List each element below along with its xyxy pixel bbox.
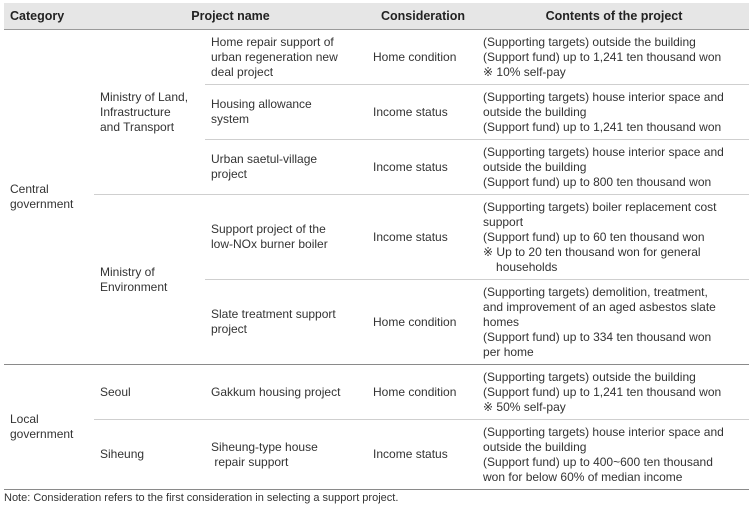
contents-cell: (Supporting targets) boiler replacement cost support (Support fund) up to 60 ten thousand won ※ Up to 20 ten thousand won for general households bbox=[479, 195, 749, 280]
table-header-row bbox=[4, 3, 749, 30]
consideration-cell: Income status bbox=[367, 195, 479, 280]
header-contents: Contents of the project bbox=[479, 3, 749, 30]
contents-cell: (Supporting targets) house interior space and outside the building (Support fund) up to 800 ten thousand won bbox=[479, 140, 749, 195]
consideration-cell: Income status bbox=[367, 140, 479, 195]
consideration-cell: Home condition bbox=[367, 30, 479, 85]
contents-cell: (Supporting targets) house interior space and outside the building (Support fund) up to 1,241 ten thousand won bbox=[479, 85, 749, 140]
contents-cell: (Supporting targets) demolition, treatment, and improvement of an aged asbestos slate homes (Support fund) up to 334 ten thousand won per home bbox=[479, 280, 749, 365]
support-projects-table bbox=[4, 3, 749, 490]
project-name-cell: Home repair support of urban regeneration new deal project bbox=[205, 30, 367, 85]
category-cell: Central government bbox=[4, 30, 94, 365]
contents-cell: (Supporting targets) house interior space and outside the building (Support fund) up to 400~600 ten thousand won for below 60% of median income bbox=[479, 420, 749, 490]
header-project-name: Project name bbox=[94, 3, 367, 30]
table-row bbox=[4, 420, 749, 490]
table-row bbox=[4, 195, 749, 280]
subgroup-cell: Ministry of Land, Infrastructure and Transport bbox=[94, 30, 205, 195]
project-name-cell: Gakkum housing project bbox=[205, 365, 367, 420]
subgroup-cell: Ministry of Environment bbox=[94, 195, 205, 365]
subgroup-cell: Siheung bbox=[94, 420, 205, 490]
category-cell: Local government bbox=[4, 365, 94, 490]
project-name-cell: Siheung-type house repair support bbox=[205, 420, 367, 490]
project-name-cell: Slate treatment support project bbox=[205, 280, 367, 365]
table-row bbox=[4, 30, 749, 85]
project-name-cell: Support project of the low-NOx burner boiler bbox=[205, 195, 367, 280]
subgroup-cell: Seoul bbox=[94, 365, 205, 420]
project-name-cell: Housing allowance system bbox=[205, 85, 367, 140]
consideration-cell: Home condition bbox=[367, 365, 479, 420]
consideration-cell: Income status bbox=[367, 420, 479, 490]
table-note: Note: Consideration refers to the first consideration in selecting a support project. bbox=[4, 492, 399, 504]
header-consideration: Consideration bbox=[367, 3, 479, 30]
header-category: Category bbox=[4, 3, 94, 30]
contents-cell: (Supporting targets) outside the building (Support fund) up to 1,241 ten thousand won ※ 50% self-pay bbox=[479, 365, 749, 420]
consideration-cell: Home condition bbox=[367, 280, 479, 365]
project-name-cell: Urban saetul-village project bbox=[205, 140, 367, 195]
table-row bbox=[4, 365, 749, 420]
consideration-cell: Income status bbox=[367, 85, 479, 140]
contents-cell: (Supporting targets) outside the building (Support fund) up to 1,241 ten thousand won ※ 10% self-pay bbox=[479, 30, 749, 85]
